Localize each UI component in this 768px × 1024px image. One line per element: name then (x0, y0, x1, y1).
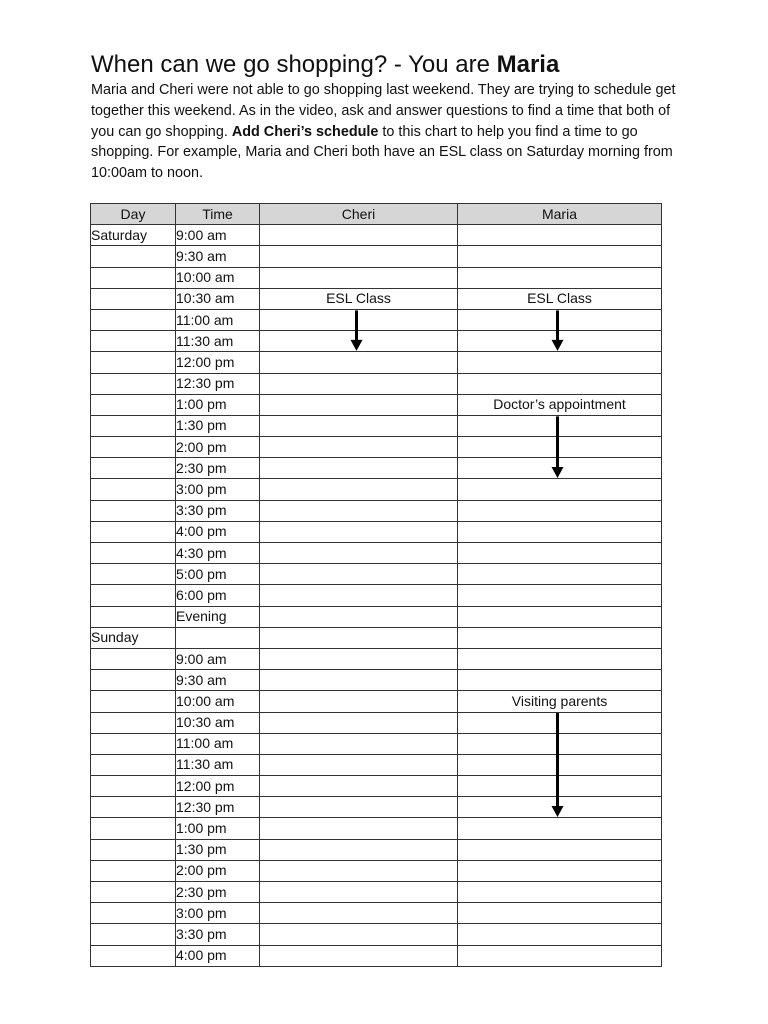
cheri-cell[interactable] (260, 246, 458, 267)
intro-part1: Maria and Cheri were not able to go shopping last weekend. They are trying to schedule get together this weekend. As in the video, ask and answer questions to find a time that both of you can go shopping. (91, 82, 676, 140)
time-cell[interactable]: 10:30 am (176, 712, 260, 733)
day-cell[interactable]: Sunday (91, 627, 176, 648)
maria-cell[interactable] (458, 776, 662, 797)
time-cell[interactable]: 9:00 am (176, 225, 260, 246)
day-cell[interactable] (91, 924, 176, 945)
maria-cell[interactable] (458, 733, 662, 754)
day-cell[interactable] (91, 415, 176, 436)
day-cell[interactable] (91, 797, 176, 818)
time-cell[interactable]: 10:30 am (176, 288, 260, 309)
table-row (91, 648, 662, 669)
maria-cell[interactable] (458, 479, 662, 500)
cheri-cell[interactable] (260, 521, 458, 542)
maria-cell[interactable] (458, 373, 662, 394)
maria-cell[interactable] (458, 627, 662, 648)
time-cell[interactable]: 4:00 pm (176, 945, 260, 966)
table-row (91, 521, 662, 542)
time-cell[interactable]: 3:30 pm (176, 500, 260, 521)
table-header-row (91, 204, 662, 225)
day-cell[interactable] (91, 648, 176, 669)
cheri-cell[interactable] (260, 437, 458, 458)
time-cell[interactable]: 1:00 pm (176, 818, 260, 839)
time-cell[interactable]: 11:30 am (176, 331, 260, 352)
table-row (91, 882, 662, 903)
cheri-cell[interactable] (260, 627, 458, 648)
day-cell[interactable] (91, 712, 176, 733)
cheri-cell[interactable] (260, 394, 458, 415)
cheri-cell[interactable] (260, 670, 458, 691)
cheri-cell[interactable] (260, 415, 458, 436)
time-cell[interactable]: 11:30 am (176, 754, 260, 775)
day-cell[interactable] (91, 246, 176, 267)
table-row (91, 479, 662, 500)
time-cell[interactable]: 1:00 pm (176, 394, 260, 415)
table-row (91, 670, 662, 691)
day-cell[interactable] (91, 500, 176, 521)
day-cell[interactable] (91, 331, 176, 352)
cheri-cell[interactable] (260, 691, 458, 712)
cheri-cell[interactable] (260, 882, 458, 903)
cheri-cell[interactable] (260, 373, 458, 394)
table-row (91, 309, 662, 330)
instructions-paragraph (91, 80, 681, 184)
table-row (91, 924, 662, 945)
maria-cell[interactable] (458, 585, 662, 606)
maria-cell[interactable] (458, 924, 662, 945)
table-row (91, 712, 662, 733)
table-row (91, 860, 662, 881)
cheri-cell[interactable] (260, 860, 458, 881)
day-cell[interactable] (91, 521, 176, 542)
day-cell[interactable] (91, 437, 176, 458)
cheri-cell[interactable] (260, 352, 458, 373)
table-row (91, 606, 662, 627)
header-maria: Maria (458, 204, 662, 225)
day-cell[interactable] (91, 818, 176, 839)
table-row (91, 246, 662, 267)
maria-cell[interactable]: ESL Class (458, 288, 662, 309)
cheri-cell[interactable] (260, 458, 458, 479)
day-cell[interactable] (91, 754, 176, 775)
cheri-cell[interactable] (260, 839, 458, 860)
schedule-body (91, 225, 662, 967)
cheri-cell[interactable] (260, 945, 458, 966)
cheri-cell[interactable] (260, 733, 458, 754)
table-row (91, 585, 662, 606)
table-row (91, 225, 662, 246)
day-cell[interactable] (91, 394, 176, 415)
maria-cell[interactable] (458, 331, 662, 352)
header-time: Time (176, 204, 260, 225)
table-row (91, 839, 662, 860)
maria-cell[interactable] (458, 670, 662, 691)
maria-cell[interactable]: Visiting parents (458, 691, 662, 712)
cheri-cell[interactable] (260, 712, 458, 733)
maria-cell[interactable] (458, 415, 662, 436)
time-cell[interactable]: 9:30 am (176, 246, 260, 267)
time-cell[interactable]: 12:30 pm (176, 797, 260, 818)
time-cell[interactable]: 2:00 pm (176, 860, 260, 881)
maria-cell[interactable] (458, 437, 662, 458)
cheri-cell[interactable] (260, 267, 458, 288)
table-row (91, 373, 662, 394)
cheri-cell[interactable] (260, 500, 458, 521)
day-cell[interactable] (91, 352, 176, 373)
maria-cell[interactable] (458, 797, 662, 818)
maria-cell[interactable] (458, 945, 662, 966)
cheri-cell[interactable] (260, 818, 458, 839)
table-row (91, 797, 662, 818)
maria-cell[interactable] (458, 521, 662, 542)
table-row (91, 288, 662, 309)
table-row (91, 691, 662, 712)
table-row (91, 818, 662, 839)
cheri-cell[interactable]: ESL Class (260, 288, 458, 309)
time-cell[interactable]: 12:00 pm (176, 352, 260, 373)
intro-part2: to this chart to help you find a time to go shopping. For example, Maria and Cheri both have an ESL class on Saturday morning from 10:00am to noon. (91, 123, 673, 182)
time-cell[interactable] (176, 627, 260, 648)
maria-cell[interactable] (458, 648, 662, 669)
maria-cell[interactable] (458, 500, 662, 521)
time-cell[interactable]: 10:00 am (176, 267, 260, 288)
table-row (91, 543, 662, 564)
cheri-cell[interactable] (260, 924, 458, 945)
time-cell[interactable]: 2:30 pm (176, 458, 260, 479)
table-row (91, 331, 662, 352)
maria-cell[interactable] (458, 352, 662, 373)
maria-cell[interactable] (458, 543, 662, 564)
table-row (91, 352, 662, 373)
maria-cell[interactable] (458, 267, 662, 288)
time-cell[interactable]: 3:00 pm (176, 903, 260, 924)
day-cell[interactable] (91, 882, 176, 903)
day-cell[interactable] (91, 670, 176, 691)
maria-cell[interactable] (458, 839, 662, 860)
day-cell[interactable] (91, 309, 176, 330)
time-cell[interactable]: 4:00 pm (176, 521, 260, 542)
time-cell[interactable]: 5:00 pm (176, 564, 260, 585)
time-cell[interactable]: 1:30 pm (176, 415, 260, 436)
time-cell[interactable]: 1:30 pm (176, 839, 260, 860)
maria-cell[interactable] (458, 903, 662, 924)
header-cheri: Cheri (260, 204, 458, 225)
table-row (91, 776, 662, 797)
table-row (91, 945, 662, 966)
table-row (91, 458, 662, 479)
schedule-table (90, 203, 662, 967)
cheri-cell[interactable] (260, 309, 458, 330)
maria-cell[interactable] (458, 860, 662, 881)
time-cell[interactable]: 9:30 am (176, 670, 260, 691)
maria-cell[interactable] (458, 458, 662, 479)
time-cell[interactable]: 3:00 pm (176, 479, 260, 500)
cheri-cell[interactable] (260, 606, 458, 627)
day-cell[interactable] (91, 543, 176, 564)
table-row (91, 394, 662, 415)
page-title (91, 50, 559, 80)
cheri-cell[interactable] (260, 564, 458, 585)
time-cell[interactable]: 10:00 am (176, 691, 260, 712)
day-cell[interactable] (91, 373, 176, 394)
cheri-cell[interactable] (260, 648, 458, 669)
day-cell[interactable] (91, 733, 176, 754)
table-row (91, 437, 662, 458)
time-cell[interactable]: 11:00 am (176, 309, 260, 330)
cheri-cell[interactable] (260, 543, 458, 564)
time-cell[interactable]: 2:00 pm (176, 437, 260, 458)
cheri-cell[interactable] (260, 331, 458, 352)
day-cell[interactable]: Saturday (91, 225, 176, 246)
day-cell[interactable] (91, 564, 176, 585)
table-row (91, 500, 662, 521)
maria-cell[interactable] (458, 309, 662, 330)
cheri-cell[interactable] (260, 903, 458, 924)
time-cell[interactable]: 4:30 pm (176, 543, 260, 564)
time-cell[interactable]: 11:00 am (176, 733, 260, 754)
day-cell[interactable] (91, 776, 176, 797)
day-cell[interactable] (91, 288, 176, 309)
table-row (91, 754, 662, 775)
cheri-cell[interactable] (260, 479, 458, 500)
cheri-cell[interactable] (260, 225, 458, 246)
table-row (91, 415, 662, 436)
maria-cell[interactable] (458, 225, 662, 246)
table-row (91, 733, 662, 754)
table-row (91, 903, 662, 924)
maria-cell[interactable] (458, 818, 662, 839)
cheri-cell[interactable] (260, 797, 458, 818)
day-cell[interactable] (91, 458, 176, 479)
day-cell[interactable] (91, 860, 176, 881)
maria-cell[interactable] (458, 606, 662, 627)
table-row (91, 267, 662, 288)
time-cell[interactable]: 6:00 pm (176, 585, 260, 606)
maria-cell[interactable]: Doctor’s appointment (458, 394, 662, 415)
day-cell[interactable] (91, 945, 176, 966)
cheri-cell[interactable] (260, 776, 458, 797)
time-cell[interactable]: 12:30 pm (176, 373, 260, 394)
title-main: When can we go shopping? - You are (91, 51, 497, 78)
header-day: Day (91, 204, 176, 225)
day-cell[interactable] (91, 839, 176, 860)
maria-cell[interactable] (458, 712, 662, 733)
day-cell[interactable] (91, 479, 176, 500)
maria-cell[interactable] (458, 564, 662, 585)
time-cell[interactable]: 2:30 pm (176, 882, 260, 903)
maria-cell[interactable] (458, 882, 662, 903)
intro-bold: Add Cheri’s schedule (231, 123, 379, 140)
maria-cell[interactable] (458, 246, 662, 267)
table-row (91, 564, 662, 585)
title-name: Maria (496, 51, 560, 78)
day-cell[interactable] (91, 267, 176, 288)
time-cell[interactable]: Evening (176, 606, 260, 627)
time-cell[interactable]: 3:30 pm (176, 924, 260, 945)
maria-cell[interactable] (458, 754, 662, 775)
time-cell[interactable]: 9:00 am (176, 648, 260, 669)
table-row (91, 627, 662, 648)
day-cell[interactable] (91, 691, 176, 712)
cheri-cell[interactable] (260, 754, 458, 775)
day-cell[interactable] (91, 585, 176, 606)
day-cell[interactable] (91, 903, 176, 924)
time-cell[interactable]: 12:00 pm (176, 776, 260, 797)
day-cell[interactable] (91, 606, 176, 627)
cheri-cell[interactable] (260, 585, 458, 606)
